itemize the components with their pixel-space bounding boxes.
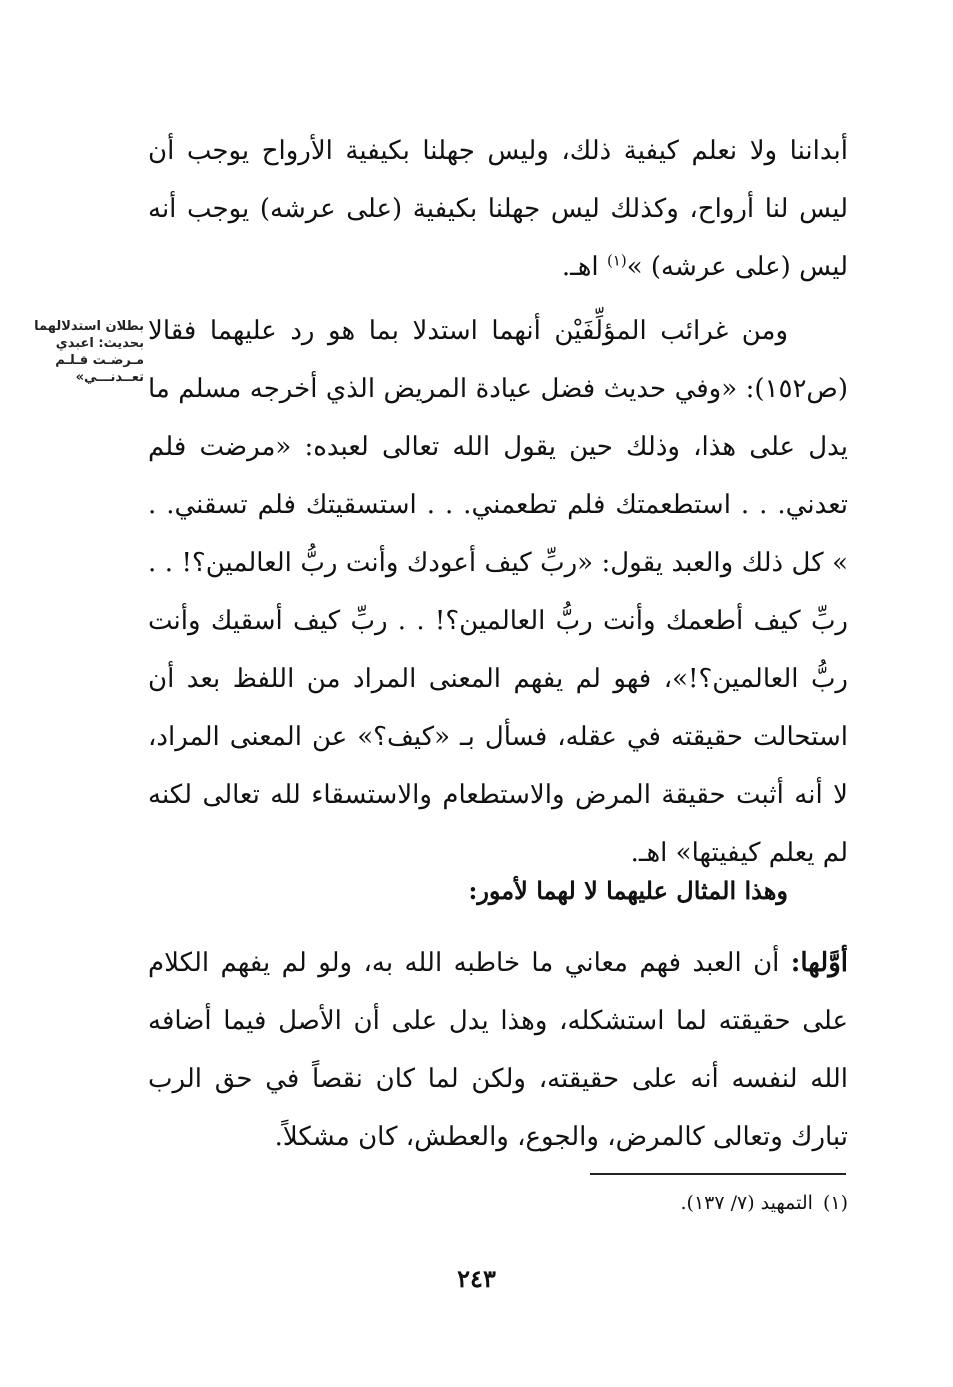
- paragraph-3-lead: أوَّلها:: [790, 948, 848, 978]
- paragraph-3: [148, 934, 848, 1166]
- paragraph-2: [148, 302, 848, 882]
- footnote-text: التمهيد (٧/ ١٣٧).: [680, 1192, 813, 1214]
- page-number: ٢٤٣: [457, 1264, 496, 1293]
- footnote-reference[interactable]: (١): [606, 251, 627, 270]
- paragraph-1-text: أبداننا ولا نعلم كيفية ذلك، وليس جهلنا بكيفية الأرواح يوجب أن ليس لنا أرواح، وكذلك ليس جهلنا بكيفية (على عرشه) يوجب أنه ليس (على عرشه) »: [148, 136, 848, 282]
- footnote: [148, 1189, 848, 1217]
- paragraph-2-text: ومن غرائب المؤلِّفَيْن أنهما استدلا بما هو رد عليهما فقالا (ص١٥٢): «وفي حديث فضل عيادة المريض الذي أخرجه مسلم ما يدل على هذا، وذلك حين يقول الله تعالى لعبده: «مرضت فلم تعدني. . . استطعمتك فلم تطعمني. . . استسقيتك فلم تسقني. . » كل ذلك والعبد يقول: «ربِّ كيف أعودك وأنت ربُّ العالمين؟! . . ربِّ كيف أطعمك وأنت ربُّ العالمين؟! . . ربِّ كيف أسقيك وأنت ربُّ العالمين؟!»، فهو لم يفهم المعنى المراد من اللفظ بعد أن استحالت حقيقته في عقله، فسأل بـ «كيف؟» عن المعنى المراد، لا أنه أثبت حقيقة المرض والاستطعام والاستسقاء لله تعالى لكنه لم يعلم كيفيتها» اهـ.: [148, 316, 848, 868]
- paragraph-1: [148, 122, 848, 296]
- footnote-divider: [590, 1173, 846, 1175]
- paragraph-1-ending: اهـ.: [561, 252, 607, 282]
- paragraph-3-text: أن العبد فهم معاني ما خاطبه الله به، ولو لم يفهم الكلام على حقيقته لما استشكله، وهذا يدل على أن الأصل فيما أضافه الله لنفسه أنه على حقيقته، ولكن لما كان نقصاً في حق الرب تبارك وتعالى كالمرض، والجوع، والعطش، كان مشكلاً.: [148, 948, 848, 1152]
- section-heading: [148, 862, 848, 920]
- margin-note: بطلان استدلالهما بحديث: اعبدي مـرضـت فـلـم تعــدنـــي»: [34, 319, 144, 385]
- footnote-marker: (١): [822, 1192, 848, 1214]
- section-heading-text: وهذا المثال عليهما لا لهما لأمور:: [468, 876, 788, 905]
